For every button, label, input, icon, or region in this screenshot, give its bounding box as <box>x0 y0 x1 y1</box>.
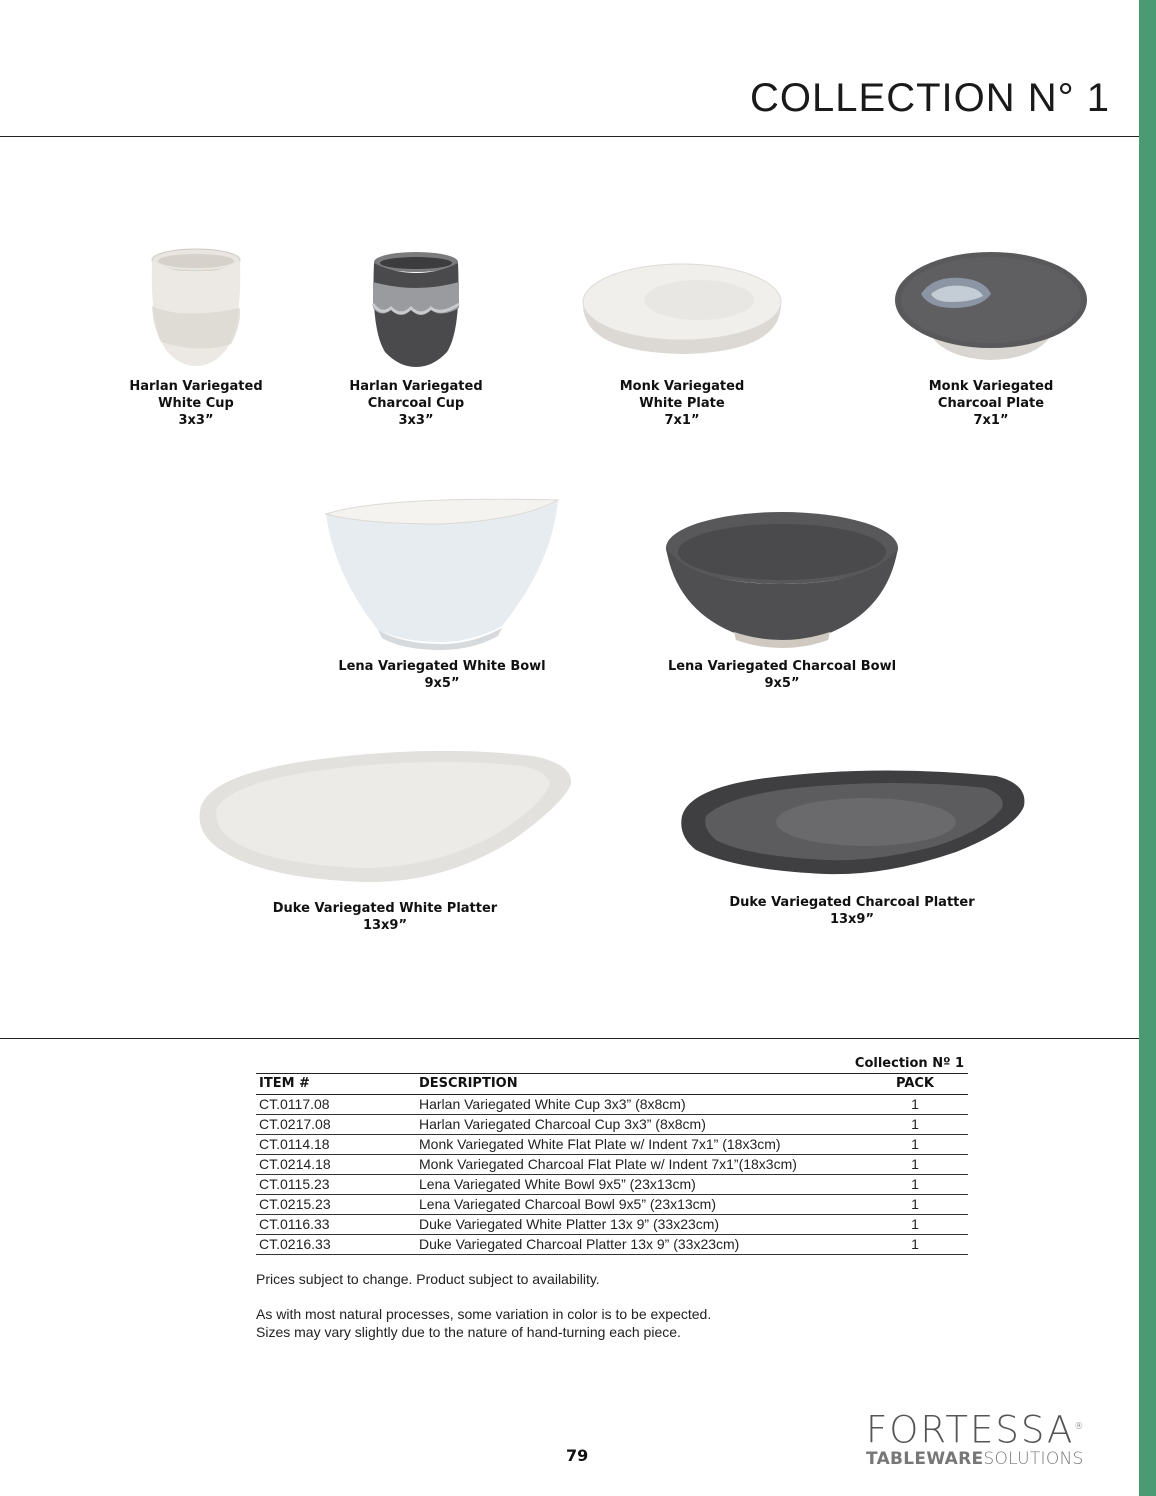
product-name-line: White Plate <box>639 396 725 411</box>
product-name-line: Harlan Variegated <box>349 379 483 394</box>
cell-description: Harlan Variegated White Cup 3x3” (8x8cm) <box>416 1095 862 1115</box>
lena-charcoal-bowl-image <box>662 508 902 652</box>
cell-pack: 1 <box>862 1135 968 1155</box>
table-row <box>256 1175 968 1195</box>
product-name-line: Charcoal Cup <box>367 396 465 411</box>
table-row <box>256 1095 968 1115</box>
cell-item: CT.0115.23 <box>256 1175 416 1195</box>
table-row <box>256 1155 968 1175</box>
table-row <box>256 1195 968 1215</box>
page-title: COLLECTION N° 1 <box>750 76 1110 120</box>
product-name-line: Monk Variegated <box>619 379 745 394</box>
cell-pack: 1 <box>862 1155 968 1175</box>
table-row <box>256 1235 968 1255</box>
cell-item: CT.0217.08 <box>256 1115 416 1135</box>
cell-item: CT.0116.33 <box>256 1215 416 1235</box>
lena-white-bowl-image <box>322 494 562 652</box>
product-name-line: Monk Variegated <box>928 379 1054 394</box>
availability-note: Prices subject to change. Product subject to availability. <box>256 1271 600 1287</box>
cell-item: CT.0114.18 <box>256 1135 416 1155</box>
logo-tagline-light: SOLUTIONS <box>983 1449 1084 1470</box>
product-size: 7x1” <box>664 413 700 428</box>
item-table-section <box>256 1055 968 1255</box>
header-divider <box>0 136 1139 137</box>
page-number: 79 <box>566 1446 589 1465</box>
monk-white-plate-image <box>579 262 785 372</box>
cell-description: Lena Variegated White Bowl 9x5” (23x13cm) <box>416 1175 862 1195</box>
product-name-line: Charcoal Plate <box>937 396 1045 411</box>
registered-mark: ® <box>1074 1422 1084 1432</box>
product-name-line: Duke Variegated Charcoal Platter <box>729 895 975 910</box>
cell-description: Duke Variegated Charcoal Platter 13x 9” (33x23cm) <box>416 1235 862 1255</box>
logo-tagline-bold: TABLEWARE <box>866 1449 984 1470</box>
logo-word-text: FORTESSA <box>866 1408 1075 1452</box>
product-size: 7x1” <box>973 413 1009 428</box>
cell-pack: 1 <box>862 1095 968 1115</box>
cell-description: Duke Variegated White Platter 13x 9” (33x23cm) <box>416 1215 862 1235</box>
duke-charcoal-platter-image <box>676 758 1028 888</box>
cell-description: Harlan Variegated Charcoal Cup 3x3” (8x8cm) <box>416 1115 862 1135</box>
cell-description: Monk Variegated Charcoal Flat Plate w/ Indent 7x1”(18x3cm) <box>416 1155 862 1175</box>
table-row <box>256 1135 968 1155</box>
cell-pack: 1 <box>862 1235 968 1255</box>
cell-pack: 1 <box>862 1115 968 1135</box>
logo-tagline <box>866 1449 1096 1469</box>
product-name-line: Lena Variegated Charcoal Bowl <box>667 659 897 674</box>
product-size: 13x9” <box>829 912 875 927</box>
variation-note <box>256 1305 711 1341</box>
notes <box>256 1270 711 1358</box>
fortessa-logo <box>866 1408 1096 1469</box>
product-harlan-charcoal-cup <box>336 246 496 429</box>
logo-wordmark <box>866 1408 1096 1452</box>
product-lena-white-bowl <box>320 494 564 692</box>
cell-description: Monk Variegated White Flat Plate w/ Indent 7x1” (18x3cm) <box>416 1135 862 1155</box>
product-size: 9x5” <box>424 676 460 691</box>
variation-note-line: Sizes may vary slightly due to the nature of hand-turning each piece. <box>256 1324 681 1340</box>
product-duke-charcoal-platter <box>674 758 1030 928</box>
cell-item: CT.0216.33 <box>256 1235 416 1255</box>
product-size: 13x9” <box>362 918 408 933</box>
section-divider <box>0 1038 1139 1039</box>
cell-pack: 1 <box>862 1215 968 1235</box>
variation-note-line: As with most natural processes, some variation in color is to be expected. <box>256 1306 712 1322</box>
cell-description: Lena Variegated Charcoal Bowl 9x5” (23x13cm) <box>416 1195 862 1215</box>
side-accent-bar <box>1139 0 1156 1496</box>
cell-item: CT.0214.18 <box>256 1155 416 1175</box>
product-size: 9x5” <box>764 676 800 691</box>
harlan-charcoal-cup-image <box>361 246 471 372</box>
cell-item: CT.0117.08 <box>256 1095 416 1115</box>
product-duke-white-platter <box>190 744 580 934</box>
item-table <box>256 1074 968 1255</box>
product-monk-white-plate <box>579 262 785 429</box>
product-harlan-white-cup <box>116 246 276 429</box>
table-row <box>256 1115 968 1135</box>
product-name-line: Lena Variegated White Bowl <box>338 659 546 674</box>
cell-item: CT.0215.23 <box>256 1195 416 1215</box>
product-name-line: Harlan Variegated <box>129 379 263 394</box>
header-item: ITEM # <box>256 1074 416 1095</box>
header-description: DESCRIPTION <box>416 1074 862 1095</box>
header-pack: PACK <box>862 1074 968 1095</box>
product-monk-charcoal-plate <box>889 250 1093 429</box>
product-size: 3x3” <box>178 413 214 428</box>
harlan-white-cup-image <box>141 246 251 372</box>
table-row <box>256 1215 968 1235</box>
product-name-line: White Cup <box>158 396 234 411</box>
table-header-row <box>256 1074 968 1095</box>
monk-charcoal-plate-image <box>891 250 1091 372</box>
cell-pack: 1 <box>862 1195 968 1215</box>
collection-label: Collection Nº 1 <box>256 1055 968 1074</box>
product-name-line: Duke Variegated White Platter <box>272 901 498 916</box>
cell-pack: 1 <box>862 1175 968 1195</box>
product-size: 3x3” <box>398 413 434 428</box>
product-lena-charcoal-bowl <box>660 508 904 692</box>
duke-white-platter-image <box>193 744 577 894</box>
